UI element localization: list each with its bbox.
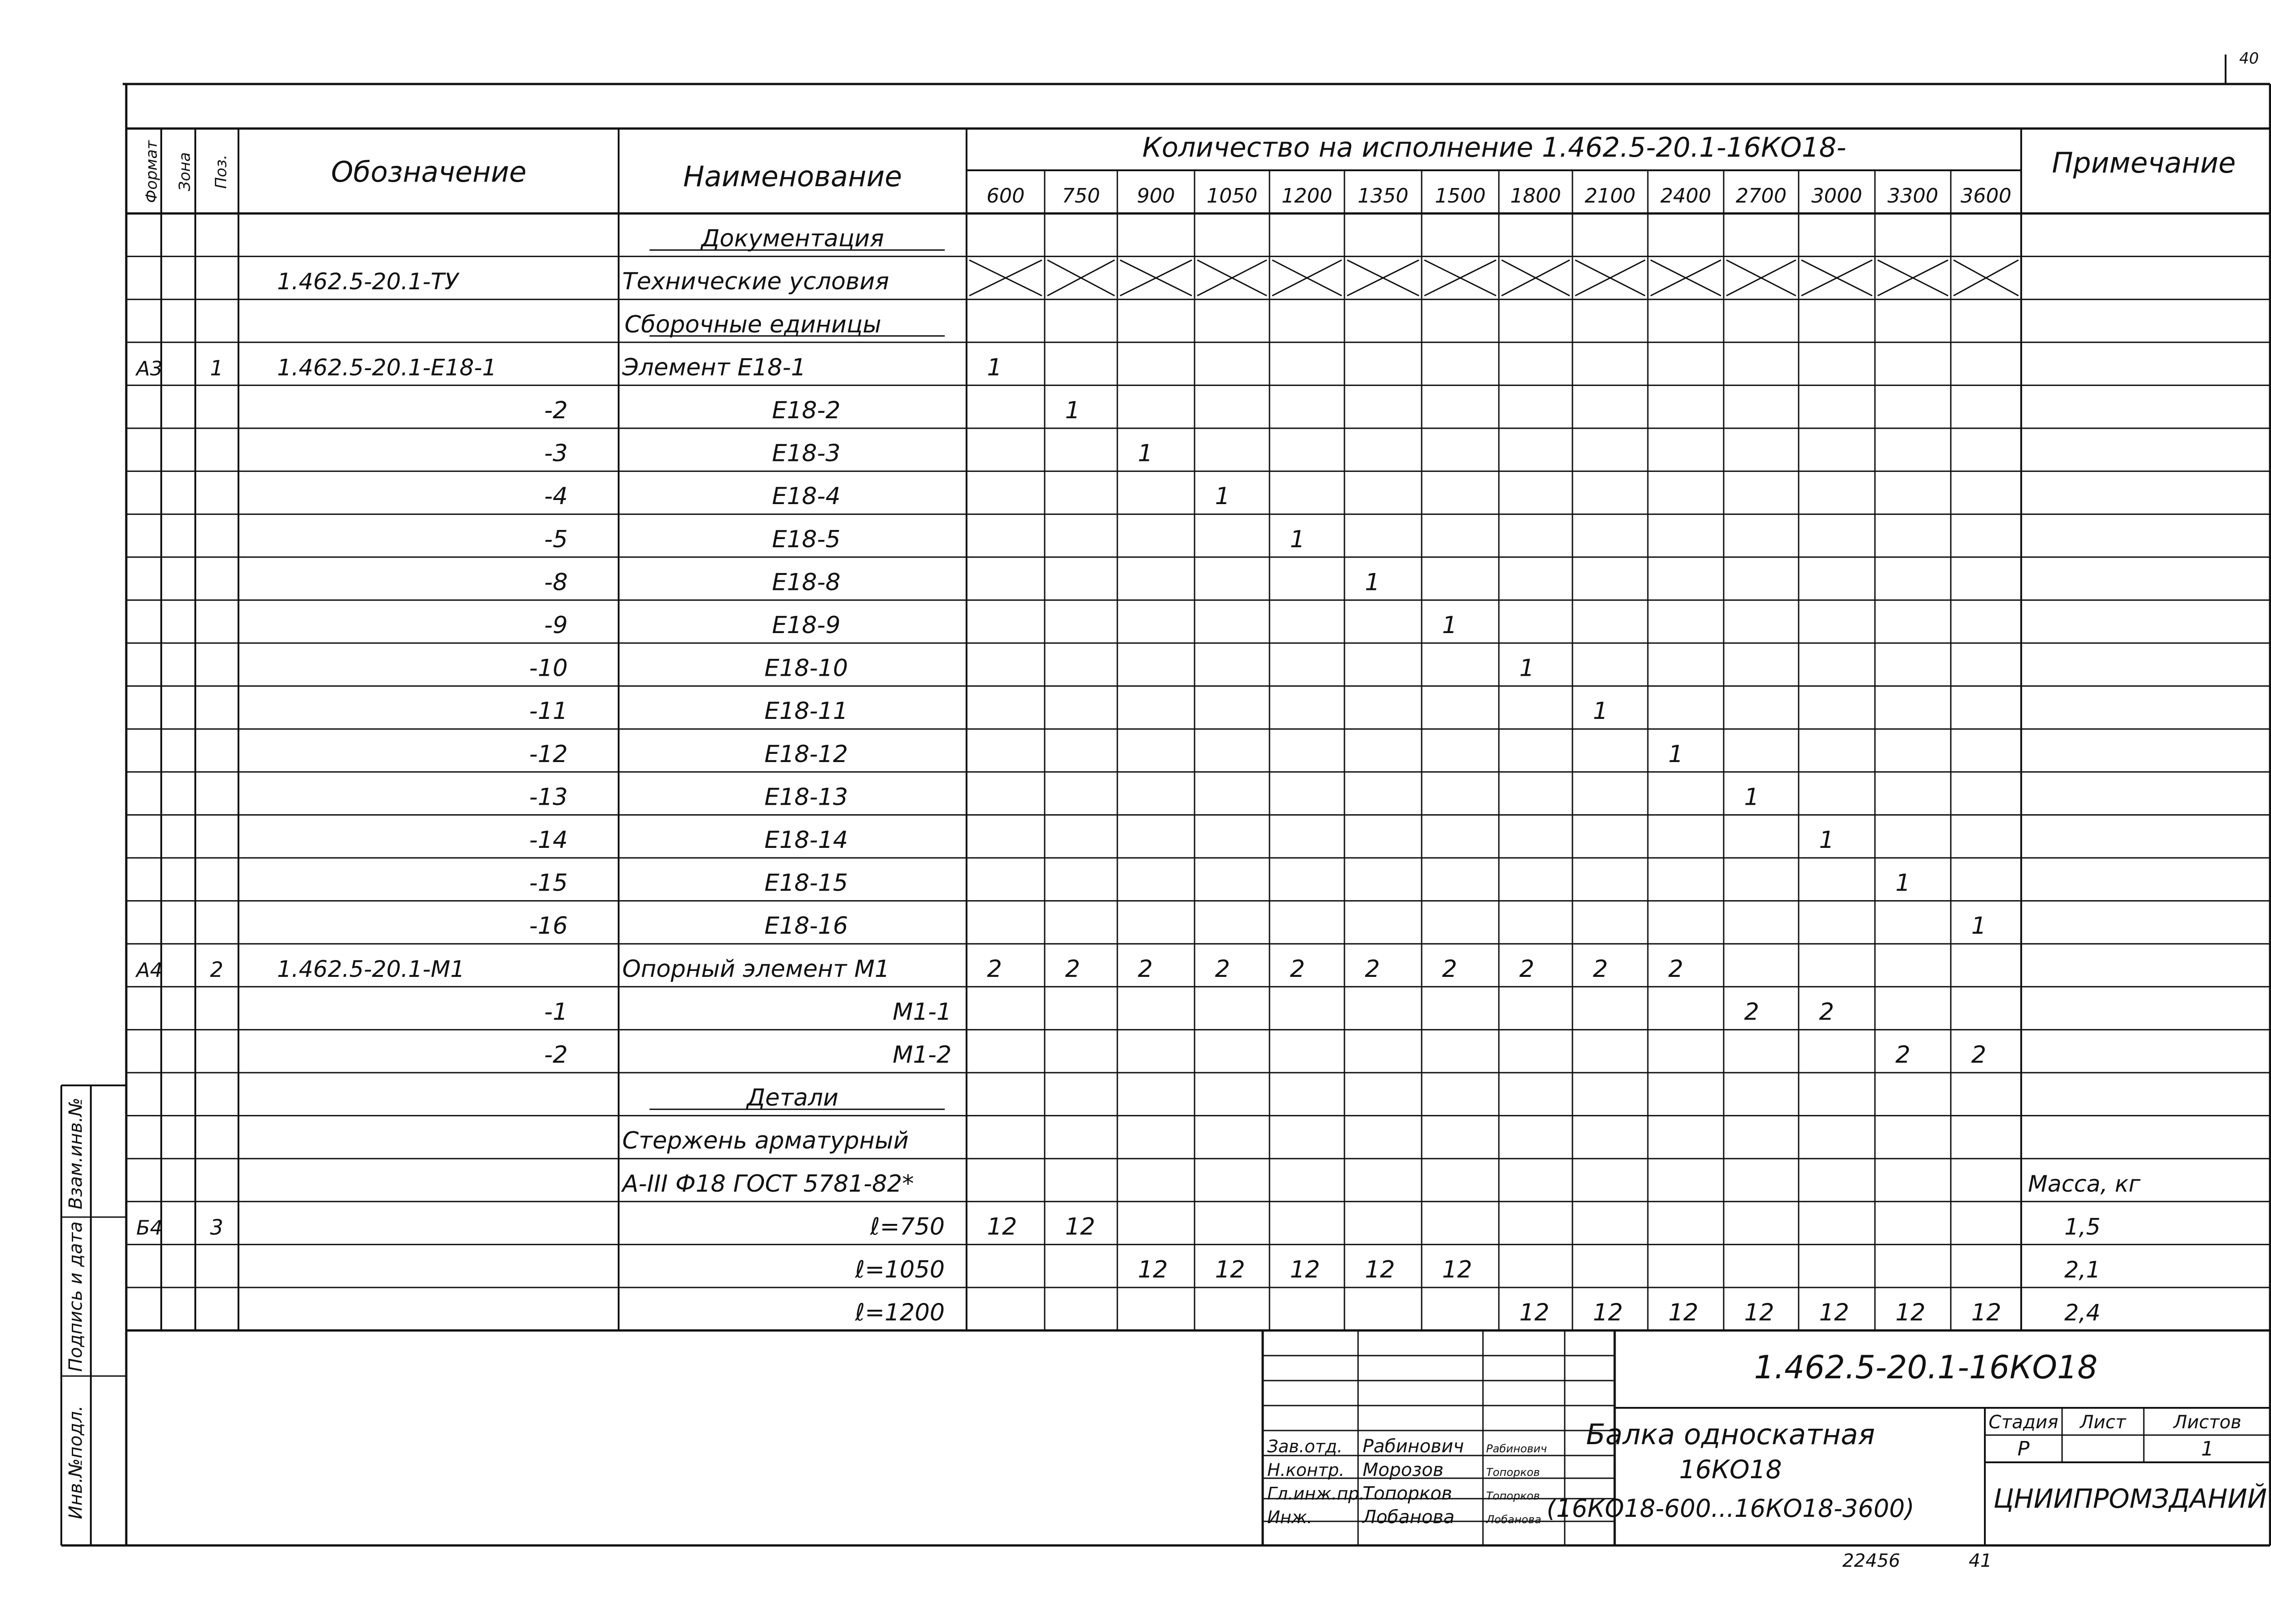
quantity-cell: 12 xyxy=(1519,1299,1550,1327)
quantity-cell: 12 xyxy=(1819,1299,1850,1327)
signer-name: Рабинович xyxy=(1363,1436,1464,1457)
quantity-cell: 2 xyxy=(987,955,1002,983)
header-quantity-label: Количество на исполнение 1.462.5-20.1-16КО18- xyxy=(1142,132,1846,163)
signer-role: Инж. xyxy=(1267,1507,1313,1527)
quantity-cell: 1 xyxy=(1215,483,1230,510)
quantity-cell: 12 xyxy=(1138,1256,1168,1283)
row-name: Е18-5 xyxy=(772,525,841,553)
quantity-cell: 2 xyxy=(1519,955,1535,983)
row-name: Е18-14 xyxy=(764,827,848,854)
quantity-cell: 1 xyxy=(1519,654,1535,682)
row-name: ℓ=1050 xyxy=(855,1256,945,1283)
stage-label: Стадия xyxy=(1988,1412,2058,1433)
quantity-cell: 12 xyxy=(1442,1256,1473,1283)
quantity-cell: 1 xyxy=(1819,827,1835,854)
row-name: Е18-16 xyxy=(764,912,848,940)
quantity-cell: 12 xyxy=(987,1213,1017,1241)
row-name: Элемент Е18-1 xyxy=(622,354,806,381)
row-designation: -2 xyxy=(544,397,568,424)
row-position: 2 xyxy=(210,957,223,982)
row-name: Технические условия xyxy=(622,268,889,296)
quantity-cell: 1 xyxy=(987,354,1002,381)
signer-name: Топорков xyxy=(1363,1483,1453,1504)
title-line-3: (16КО18-600...16КО18-3600) xyxy=(1547,1494,1914,1523)
signer-name: Лобанова xyxy=(1363,1507,1455,1528)
sheets-value: 1 xyxy=(2201,1437,2214,1461)
header-designation: Обозначение xyxy=(331,155,527,188)
quantity-cell: 12 xyxy=(1365,1256,1395,1283)
row-note: 1,5 xyxy=(2064,1213,2101,1240)
header-note: Примечание xyxy=(2052,146,2236,179)
row-note: 2,4 xyxy=(2064,1299,2101,1326)
quantity-cell: 1 xyxy=(1365,569,1380,596)
row-position: 1 xyxy=(210,356,223,381)
row-designation: -10 xyxy=(529,654,568,682)
quantity-cell: 1 xyxy=(1668,740,1684,768)
quantity-cell: 12 xyxy=(1971,1299,2002,1327)
row-format: А4 xyxy=(136,958,163,982)
quantity-cell: 2 xyxy=(1744,998,1760,1026)
row-name: Детали xyxy=(747,1084,838,1112)
row-name: Е18-13 xyxy=(764,783,848,811)
row-name: ℓ=1200 xyxy=(855,1299,945,1327)
page-number: 40 xyxy=(2239,50,2259,68)
variant-header: 3600 xyxy=(1960,184,2012,208)
signer-signature: Рабинович xyxy=(1486,1442,1547,1455)
side-label-inv-number: Инв.№подл. xyxy=(65,1405,86,1520)
row-designation: -13 xyxy=(529,783,568,811)
row-designation: -3 xyxy=(544,440,568,467)
quantity-cell: 2 xyxy=(1819,998,1835,1026)
quantity-cell: 2 xyxy=(1138,955,1153,983)
title-line-1: Балка односкатная xyxy=(1586,1418,1875,1451)
row-name: Е18-15 xyxy=(764,869,848,897)
quantity-cell: 1 xyxy=(1442,612,1458,639)
row-name: Е18-11 xyxy=(764,698,848,725)
variant-header: 1200 xyxy=(1281,184,1333,208)
row-designation: -11 xyxy=(529,698,568,725)
table-texts xyxy=(65,50,2267,1571)
row-designation: -15 xyxy=(529,869,568,897)
header-format: Формат xyxy=(143,140,161,203)
row-designation: 1.462.5-20.1-Е18-1 xyxy=(277,354,497,381)
quantity-cell: 2 xyxy=(1593,955,1608,983)
row-name: Опорный элемент М1 xyxy=(622,955,890,983)
row-designation: -5 xyxy=(544,525,568,553)
row-name: Е18-12 xyxy=(764,740,848,768)
header-position: Поз. xyxy=(212,154,230,189)
quantity-cell: 1 xyxy=(1895,869,1911,897)
quantity-cell: 12 xyxy=(1215,1256,1245,1283)
stage-value: Р xyxy=(2017,1437,2030,1461)
row-format: Б4 xyxy=(136,1216,163,1240)
quantity-cell: 2 xyxy=(1668,955,1684,983)
quantity-cell: 1 xyxy=(1971,912,1987,940)
row-designation: -12 xyxy=(529,740,568,768)
quantity-cell: 1 xyxy=(1593,698,1608,725)
row-name: Документация xyxy=(701,225,884,253)
row-designation: -1 xyxy=(544,998,568,1026)
signer-role: Н.контр. xyxy=(1267,1460,1345,1480)
quantity-cell: 12 xyxy=(1593,1299,1623,1327)
sheets-label: Листов xyxy=(2173,1412,2241,1433)
title-line-2: 16КО18 xyxy=(1679,1455,1782,1485)
row-name: М1-2 xyxy=(893,1041,952,1069)
doc-code: 1.462.5-20.1-16КО18 xyxy=(1754,1349,2098,1386)
row-designation: 1.462.5-20.1-ТУ xyxy=(277,268,459,295)
variant-header: 3300 xyxy=(1887,184,1939,208)
variant-header: 600 xyxy=(987,184,1025,208)
row-name: ℓ=750 xyxy=(870,1213,945,1241)
quantity-cell: 1 xyxy=(1744,783,1760,811)
variant-header: 750 xyxy=(1062,184,1100,208)
quantity-cell: 2 xyxy=(1442,955,1458,983)
variant-header: 1050 xyxy=(1206,184,1258,208)
quantity-cell: 12 xyxy=(1744,1299,1775,1327)
signer-role: Гл.инж.пр. xyxy=(1267,1484,1365,1504)
quantity-cell: 2 xyxy=(1290,955,1305,983)
variant-header: 3000 xyxy=(1811,184,1862,208)
row-designation: -9 xyxy=(544,612,568,639)
row-note: 2,1 xyxy=(2064,1257,2101,1283)
signer-signature: Топорков xyxy=(1486,1466,1540,1479)
signer-role: Зав.отд. xyxy=(1267,1436,1343,1456)
row-position: 3 xyxy=(210,1215,223,1240)
quantity-cell: 1 xyxy=(1065,397,1081,424)
organization: ЦНИИПРОМЗДАНИЙ xyxy=(1993,1483,2267,1514)
quantity-cell: 2 xyxy=(1215,955,1230,983)
sheet-label: Лист xyxy=(2080,1412,2126,1433)
variant-header: 2700 xyxy=(1735,184,1787,208)
row-name: Стержень арматурный xyxy=(622,1127,909,1155)
variant-header: 2100 xyxy=(1585,184,1636,208)
header-name: Наименование xyxy=(683,160,902,193)
footer-sheet-number: 41 xyxy=(1969,1550,1992,1571)
row-note: Масса, кг xyxy=(2028,1170,2141,1197)
quantity-cell: 1 xyxy=(1138,440,1153,467)
row-name: Е18-3 xyxy=(772,440,841,467)
row-name: Е18-4 xyxy=(772,483,841,510)
quantity-cell: 12 xyxy=(1065,1213,1096,1241)
row-designation: -8 xyxy=(544,569,568,596)
archive-number: 22456 xyxy=(1842,1550,1900,1571)
row-name: М1-1 xyxy=(893,998,952,1026)
signer-signature: Топорков xyxy=(1486,1490,1540,1502)
row-designation: 1.462.5-20.1-М1 xyxy=(277,956,465,982)
header-zone: Зона xyxy=(176,152,194,191)
row-designation: -16 xyxy=(529,912,568,940)
row-name: А-III Ф18 ГОСТ 5781-82* xyxy=(622,1170,914,1198)
row-name: Е18-2 xyxy=(772,397,841,424)
variant-header: 2400 xyxy=(1660,184,1711,208)
side-label-signature-date: Подпись и дата xyxy=(65,1221,86,1372)
row-name: Е18-10 xyxy=(764,654,848,682)
signer-name: Морозов xyxy=(1363,1460,1444,1480)
signer-signature: Лобанова xyxy=(1486,1513,1542,1526)
row-designation: -14 xyxy=(529,827,568,854)
variant-header: 1500 xyxy=(1435,184,1486,208)
quantity-cell: 2 xyxy=(1895,1041,1911,1069)
row-format: А3 xyxy=(136,357,163,381)
quantity-cell: 12 xyxy=(1668,1299,1699,1327)
row-designation: -2 xyxy=(544,1041,568,1069)
variant-header: 1350 xyxy=(1358,184,1408,208)
quantity-cell: 2 xyxy=(1971,1041,1987,1069)
row-name: Е18-8 xyxy=(772,569,841,596)
quantity-cell: 12 xyxy=(1290,1256,1320,1283)
quantity-cell: 2 xyxy=(1065,955,1081,983)
variant-header: 1800 xyxy=(1510,184,1561,208)
row-name: Е18-9 xyxy=(772,612,841,639)
quantity-cell: 2 xyxy=(1365,955,1380,983)
row-designation: -4 xyxy=(544,483,568,510)
side-label-replaced-inv: Взам.инв.№ xyxy=(65,1097,86,1210)
quantity-cell: 12 xyxy=(1895,1299,1926,1327)
quantity-cell: 1 xyxy=(1290,525,1305,553)
variant-header: 900 xyxy=(1137,184,1175,208)
row-name: Сборочные единицы xyxy=(625,311,882,338)
